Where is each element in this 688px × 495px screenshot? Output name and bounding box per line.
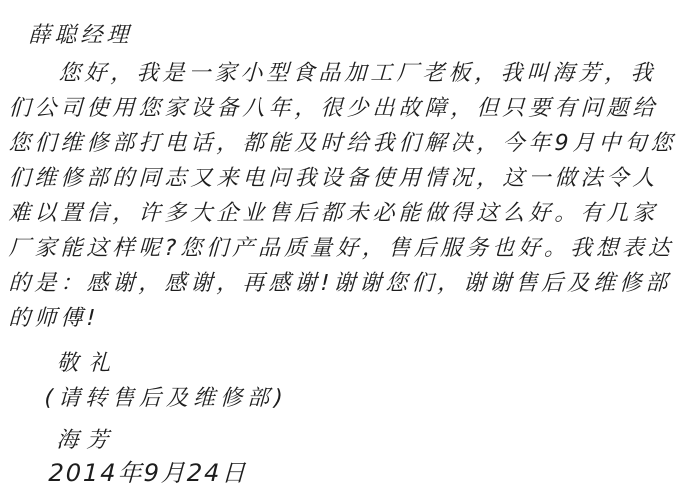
letter-signature: 海芳 (56, 428, 117, 453)
letter-body-line: 们公司使用您家设备八年，很少出故障，但只要有问题给 (8, 96, 659, 121)
letter-body-line: 您好，我是一家小型食品加工厂老板，我叫海芳，我 (58, 61, 657, 86)
letter-body-line: 们维修部的同志又来电问我设备使用情况，这一做法令人 (8, 166, 659, 191)
letter-body-line: 的师傅! (8, 306, 100, 331)
letter-body-line: 您们维修部打电话，都能及时给我们解决，今年9月中旬您 (8, 131, 677, 156)
letter-forward-note: (请转售后及维修部) (44, 386, 289, 411)
letter-body-line: 难以置信，许多大企业售后都未必能做得这么好。有几家 (8, 201, 659, 226)
letter-body-line: 厂家能这样呢?您们产品质量好，售后服务也好。我想表达 (8, 236, 675, 261)
letter-salutation: 薛聪经理 (28, 23, 133, 48)
letter-closing: 敬礼 (56, 351, 121, 376)
letter-body-line: 的是：感谢，感谢，再感谢!谢谢您们，谢谢售后及维修部 (8, 271, 672, 296)
letter-date: 2014年9月24日 (48, 459, 248, 487)
